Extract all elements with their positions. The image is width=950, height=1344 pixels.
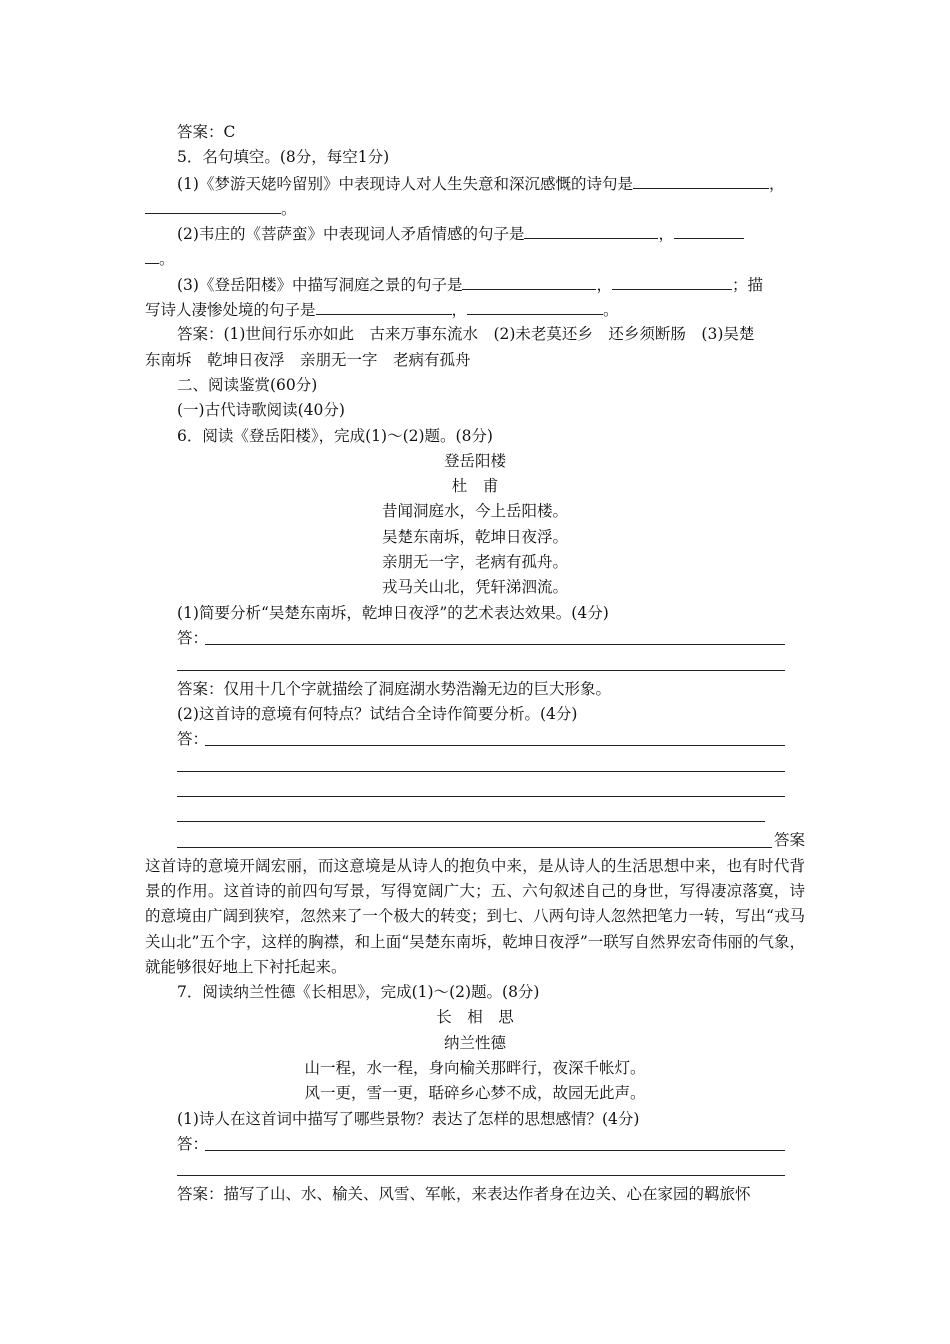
answer-line[interactable] [145, 727, 805, 752]
answer-rule [177, 670, 785, 671]
answer-label: 答： [177, 628, 209, 647]
question-7-1: (1)诗人在这首词中描写了哪些景物？表达了怎样的思想感情？(4分) [177, 1109, 640, 1128]
question-5-3-cont [145, 297, 805, 322]
answer-rule [205, 745, 785, 746]
question-5-3-text-2: 写诗人凄惨处境的句子是 [145, 301, 316, 320]
comma: ， [768, 174, 785, 193]
answer-blank[interactable] [316, 297, 452, 315]
answer-blank[interactable] [145, 246, 159, 264]
question-7-prompt: 7．阅读纳兰性德《长相思》，完成(1)～(2)题。(8分) [177, 983, 540, 1002]
answer-rule [177, 1175, 785, 1176]
previous-answer: 答案：C [177, 123, 236, 141]
answer-7-1: 答案：描写了山、水、榆关、风雪、军帐，来表达作者身在边关、心在家园的羁旅怀 [177, 1185, 751, 1204]
subsection-heading: (一)古代诗歌阅读(40分) [177, 401, 345, 420]
question-6-prompt: 6．阅读《登岳阳楼》，完成(1)～(2)题。(8分) [177, 426, 493, 445]
poem-line: 亲朋无一字，老病有孤舟。 [381, 553, 568, 572]
answer-blank[interactable] [467, 297, 603, 315]
answer-tag: 答案 [773, 831, 805, 850]
answer-blank[interactable] [612, 272, 732, 290]
answer-rule [205, 1150, 785, 1151]
answer-5-line-1: 答案：(1)世间行乐亦如此 古来万事东流水 (2)未老莫还乡 还乡须断肠 (3)吴楚 [177, 325, 755, 344]
question-5-2-text: (2)韦庄的《菩萨蛮》中表现词人矛盾情感的句子是 [177, 225, 525, 244]
question-5-prompt: 5．名句填空。(8分，每空1分) [177, 148, 390, 167]
question-5-1 [145, 171, 805, 196]
answer-6-2: 这首诗的意境开阔宏丽，而这意境是从诗人的抱负中来，是从诗人的生活思想中来，也有时代背景的作用。这首诗的前四句写景，写得宽阔广大；五、六句叙述自己的身世，写得凄凉落寞，诗的意境由广阔到狭窄，忽然来了一个极大的转变；到七、八两句诗人忽然把笔力一转，写出“戎马关山北”五个字，这样的胸襟，和上面“吴楚东南坼，乾坤日夜浮”一联写自然界宏奇伟丽的气象，就能够很好地上下衬托起来。 [145, 856, 805, 976]
poem-line: 戎马关山北，凭轩涕泗流。 [381, 578, 568, 597]
poem-title: 登岳阳楼 [443, 451, 506, 470]
answer-line[interactable] [145, 803, 805, 828]
answer-label: 答： [177, 1134, 209, 1153]
period: 。 [159, 250, 175, 269]
text: ；描 [731, 275, 763, 294]
question-5-3-text: (3)《登岳阳楼》中描写洞庭之景的句子是 [177, 275, 463, 294]
document-page [145, 120, 805, 1208]
answer-line[interactable] [145, 651, 805, 676]
comma: ， [658, 225, 674, 244]
poem-line: 吴楚东南坼，乾坤日夜浮。 [381, 527, 568, 546]
answer-5-line-2: 东南坼 乾坤日夜浮 亲朋无一字 老病有孤舟 [145, 350, 471, 369]
answer-6-1: 答案：仅用十几个字就描绘了洞庭湖水势浩瀚无边的巨大形象。 [177, 679, 612, 698]
answer-line[interactable] [145, 1157, 805, 1182]
answer-blank[interactable] [633, 171, 769, 189]
question-5-2-cont [145, 246, 805, 271]
answer-blank[interactable] [674, 221, 744, 239]
question-5-3 [145, 272, 805, 297]
question-6-2: (2)这首诗的意境有何特点？试结合全诗作简要分析。(4分) [177, 704, 578, 723]
answer-blank[interactable] [462, 272, 596, 290]
question-5-1-text: (1)《梦游天姥吟留别》中表现诗人对人生失意和深沉感慨的诗句是 [177, 174, 633, 193]
poem-title: 长 相 思 [436, 1008, 514, 1027]
poem-line: 山一程，水一程，身向榆关那畔行，夜深千帐灯。 [304, 1058, 646, 1077]
answer-line[interactable] [145, 752, 805, 777]
section-heading: 二、阅读鉴赏(60分) [177, 375, 318, 394]
answer-rule [177, 821, 765, 822]
comma: ， [451, 301, 468, 320]
poem-author: 杜 甫 [451, 477, 499, 496]
answer-rule [205, 644, 785, 645]
answer-rule [177, 796, 785, 797]
answer-blank[interactable] [145, 196, 281, 214]
answer-line[interactable] [145, 778, 805, 803]
answer-line[interactable] [145, 1132, 805, 1157]
question-5-1-cont [145, 196, 805, 221]
answer-blank[interactable] [524, 221, 658, 239]
poem-line: 昔闻洞庭水，今上岳阳楼。 [381, 502, 568, 521]
poem-author: 纳兰性德 [443, 1033, 506, 1052]
question-6-1: (1)简要分析“吴楚东南坼，乾坤日夜浮”的艺术表达效果。(4分) [177, 603, 609, 622]
comma: ， [596, 275, 612, 294]
answer-line[interactable] [145, 626, 805, 651]
period: 。 [281, 199, 297, 218]
answer-rule [177, 828, 772, 847]
answer-line[interactable] [145, 828, 805, 853]
period: 。 [603, 301, 619, 320]
poem-line: 风一更，雪一更，聒碎乡心梦不成，故园无此声。 [304, 1084, 646, 1103]
answer-label: 答： [177, 730, 209, 749]
answer-rule [177, 771, 785, 772]
question-5-2 [145, 221, 805, 246]
